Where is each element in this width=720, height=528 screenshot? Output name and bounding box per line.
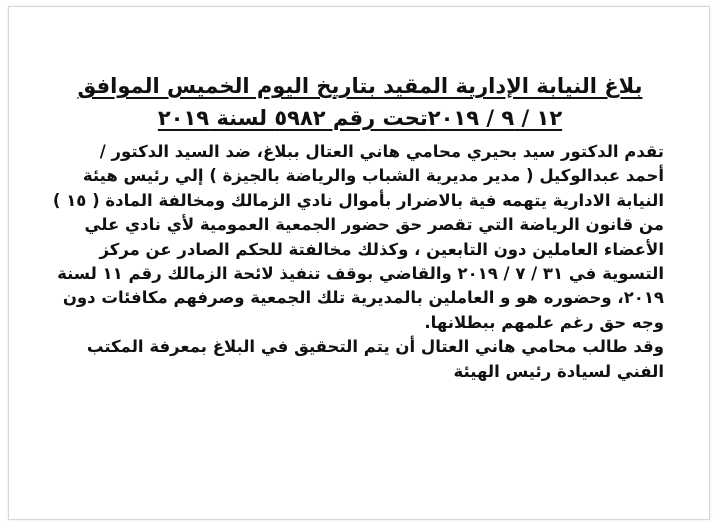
body-line-5: الأعضاء العاملين دون التابعين ، وكذلك مخالفتة للحكم الصادر عن مركز (99, 239, 664, 259)
body-line-2: أحمد عبدالوكيل ( مدير مديرية الشباب والرياضة بالجيزة ) إلي رئيس هيئة (82, 166, 664, 186)
body-line-10: الفني لسيادة رئيس الهيئة (453, 361, 664, 381)
body-line-8: وجه حق رغم علمهم ببطلانها. (424, 312, 664, 332)
document-title-line-2: ١٢ / ٩ / ٢٠١٩تحت رقم ٥٩٨٢ لسنة ٢٠١٩ (157, 106, 563, 130)
body-line-7: ٢٠١٩، وحضوره هو و العاملين بالمديرية تلك الجمعية وصرفهم مكافئات دون (62, 288, 664, 308)
document-title-line-1: بلاغ النيابة الإدارية المقيد بتاريخ اليوم الخميس الموافق (77, 74, 643, 98)
body-line-3: النيابة الادارية يتهمه فية بالاضرار بأموال نادي الزمالك ومخالفة المادة ( ١٥ ) (52, 190, 664, 210)
body-line-4: من قانون الرياضة التي تقصر حق حضور الجمعية العمومية لأي نادي علي (84, 215, 664, 235)
body-line-9: وقد طالب محامي هاني العتال أن يتم التحقيق في البلاغ بمعرفة المكتب (86, 337, 664, 357)
document-body (52, 140, 664, 384)
body-line-1: تقدم الدكتور سيد بحيري محامي هاني العتال ببلاغ، ضد السيد الدكتور / (99, 142, 664, 161)
body-line-6: التسوية في ٣١ / ٧ / ٢٠١٩ والقاضي بوقف تنفيذ لائحة الزمالك رقم ١١ لسنة (57, 264, 664, 284)
